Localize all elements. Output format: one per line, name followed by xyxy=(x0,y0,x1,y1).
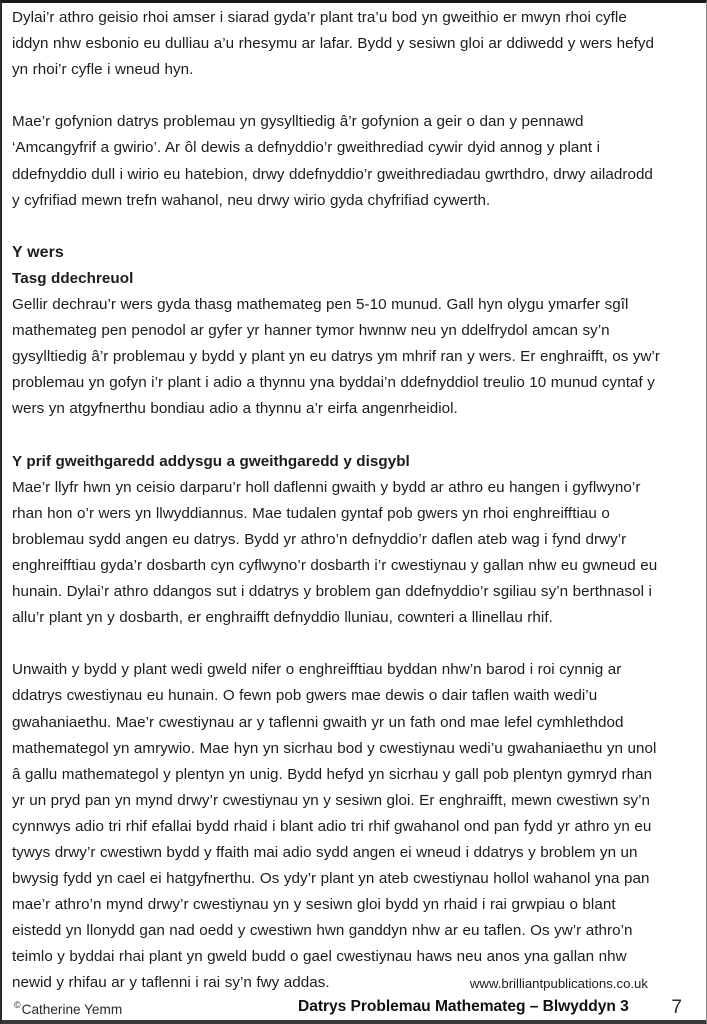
paragraph-estimation-checking: Mae’r gofynion datrys problemau yn gysylltiedig â’r gofynion a geir o dan y pennawd ‘Amcangyfrif a gwirio’. Ar ôl dewis a defnyddio’r gweithrediad cywir dyid annog y plant i ddefnyddio dull i wirio eu hatebion, drwy ddefnyddio’r gweithrediadau gwrthdro, drwy ailadrodd y cyfrifiad mewn trefn wahanol, neu drwy wirio gyda chyfrifiad cywerth. xyxy=(12,113,653,209)
page-content xyxy=(12,5,662,997)
footer-divider xyxy=(2,1020,706,1022)
paragraph-intro-discussion: Dylai’r athro geisio rhoi amser i siarad gyda’r plant tra’u bod yn gweithio er mwyn rhoi cyfle iddyn nhw esbonio eu dulliau a’u rhesymu ar lafar. Bydd y sesiwn gloi ar ddiwedd y wers hefyd yn rhoi’r cyfle i wneud hyn. xyxy=(12,9,655,79)
footer-page-number: 7 xyxy=(671,997,682,1018)
paragraph-spacer xyxy=(12,214,662,240)
heading-y-prif-gweithgaredd: Y prif gweithgaredd addysgu a gweithgaredd y disgybl xyxy=(12,452,410,470)
page-footer xyxy=(2,950,706,1022)
copyright-icon: © xyxy=(14,1000,21,1010)
paragraph-spacer xyxy=(12,631,662,657)
heading-y-wers: Y wers xyxy=(12,243,64,261)
footer-main-row xyxy=(2,998,706,1022)
paragraph-main-activity: Mae’r llyfr hwn yn ceisio darparu’r holl daflenni gwaith y bydd ar athro eu hangen i gyflwyno’r rhan hon o’r wers yn llwyddiannus. Mae tudalen gyntaf pob gwers yn rhoi enghreifftiau o broblemau sydd angen eu datrys. Bydd yr athro’n defnyddio’r daflen ateb wag i fynd drwy’r enghreifftiau gyda’r dosbarth cyn cyflwyno’r dosbarth i’r cwestiynau y gallan nhw eu gwneud eu hunain. Dylai’r athro ddangos sut i ddatrys y broblem gan ddefnyddio’r sgiliau sy’n berthnasol i allu’r plant yn y dosbarth, er enghraifft defnyddio lluniau, cownteri a llinellau rhif. xyxy=(12,478,658,627)
footer-copyright xyxy=(14,1000,122,1017)
paragraph-starter-task: Gellir dechrau’r wers gyda thasg mathemateg pen 5-10 munud. Gall hyn olygu ymarfer sgîl mathemateg pen penodol ar gyfer yr hanner tymor hwnnw neu yn ddelfrydol amcan sy’n gysylltiedig â’r problemau y bydd y plant yn eu datrys ym mhrif ran y wers. Er enghraifft, os yw’r problemau yn gofyn i’r plant i adio a thynnu yna byddai’n ddefnyddiol treulio 10 munud cyntaf y wers yn atgyfnerthu bondiau adio a thynnu a’r eirfa angenrheidiol. xyxy=(12,296,661,418)
footer-copyright-name: Catherine Yemm xyxy=(21,1002,123,1017)
paragraph-spacer xyxy=(12,423,662,449)
subheading-tasg-ddechreuol: Tasg ddechreuol xyxy=(12,269,134,287)
paragraph-differentiation: Unwaith y bydd y plant wedi gweld nifer o enghreifftiau byddan nhw’n barod i roi cynnig ar ddatrys cwestiynau eu hunain. O fewn pob gwers mae dewis o dair taflen waith wedi’u gwahaniaethu. Mae’r cwestiynau ar y taflenni gwaith yr un fath ond mae lefel cymhlethdod mathemategol yn amrywio. Mae hyn yn sicrhau bod y cwestiynau wedi’u gwahaniaethu yn unol â gallu mathemategol y plentyn yn unig. Bydd hefyd yn sicrhau y gall pob plentyn gymryd rhan yr un pryd pan yn mynd drwy’r cwestiynau yn y sesiwn gloi. Er enghraifft, mewn cwestiwn sy’n cynnwys adio tri rhif efallai bydd rhaid i blant adio tri rhif gwahanol ond pan fydd yr athro yn eu tywys drwy’r cwestiwn bydd y ffaith mai adio sydd angen ei wneud i ddatrys y broblem yn un bwysig fydd yn cael ei hatgyfnerthu. Os ydy’r plant yn ateb cwestiynau hollol wahanol yna pan mae’r athro’n mynd drwy’r cwestiynau yn y sesiwn gloi bydd yn rhaid i rai grwpiau o blant eistedd yn llonydd gan nad oedd y cwestiwn hwn ganddyn nhw ar eu taflen. Os yw’r athro’n teimlo y byddai rhai plant yn gweld budd o gael cwestiynau haws neu anos yna gallan nhw newid y rhifau ar y taflenni i rai sy’n fwy addas. xyxy=(12,661,657,992)
footer-book-title: Datrys Problemau Mathemateg – Blwyddyn 3 xyxy=(298,998,629,1015)
paragraph-spacer xyxy=(12,83,662,109)
footer-website-url: www.brilliantpublications.co.uk xyxy=(469,976,648,991)
